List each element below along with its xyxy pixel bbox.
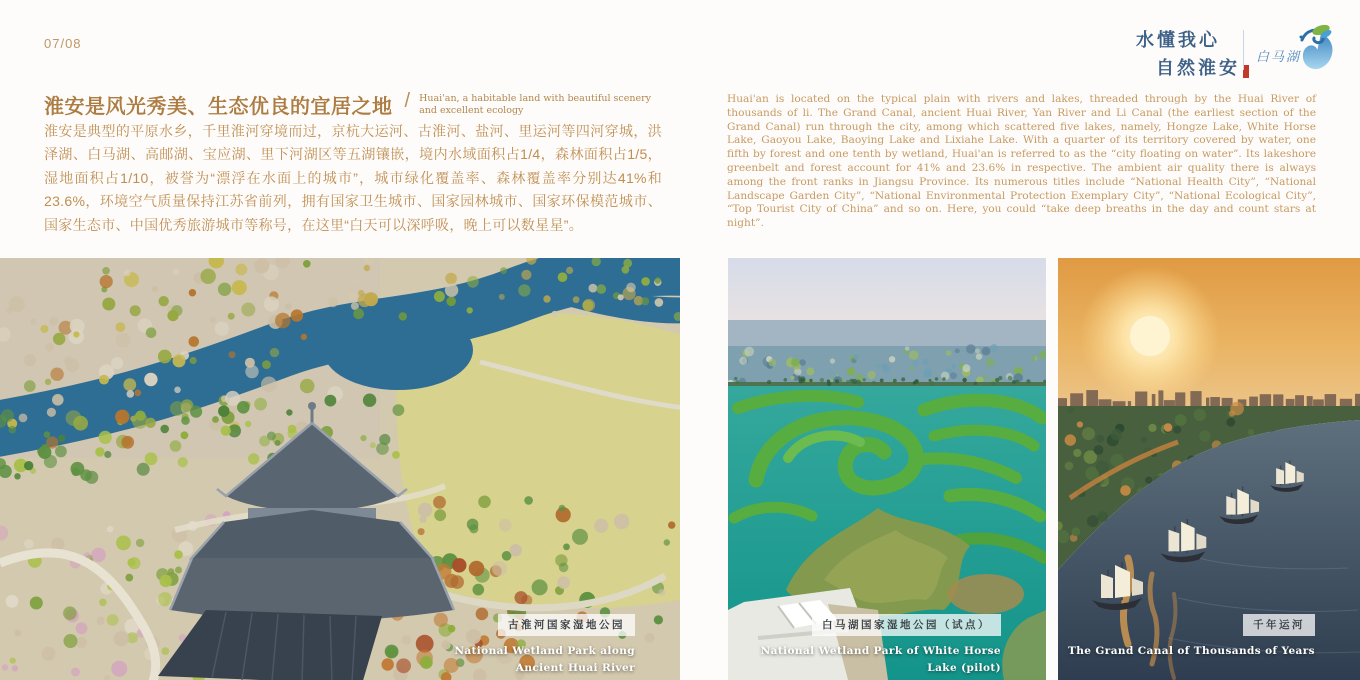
swan-waterdrop-logo-icon bbox=[1288, 20, 1340, 76]
caption-photo-2 bbox=[728, 614, 1001, 677]
photo-ancient-huai-river-park bbox=[0, 258, 680, 680]
caption-badge-zh: 古淮河国家湿地公园 bbox=[498, 614, 635, 636]
paragraph-chinese: 淮安是典型的平原水乡，千里淮河穿境而过，京杭大运河、古淮河、盐河、里运河等四河穿城，洪泽湖、白马湖、高邮湖、宝应湖、里下河湖区等五湖镶嵌，境内水域面积占1/4，森林面积占1/5，湿地面积占1/10，被誉为“漂浮在水面上的城市”，城市绿化覆盖率、森林覆盖率分别达41%和23.6%，环境空气质量保持江苏省前列，拥有国家卫生城市、国家园林城市、国家环保模范城市、国家生态市、中国优秀旅游城市等称号，在这里“白天可以深呼吸，晚上可以数星星”。 bbox=[44, 123, 662, 233]
caption-en-line1: National Wetland Park of White Horse Lake (pilot) bbox=[760, 645, 1001, 674]
slogan-line-1: 水懂我心 bbox=[1136, 30, 1220, 51]
paragraph-english: Huai'an is located on the typical plain with rivers and lakes, threaded through by the Huai River of thousands of li. The Grand Canal, ancient Huai River, Yan River and Li Canal (the earliest section of the Grand Canal) run through the city, among which scattered five lakes, namely, Hongze Lake, White Horse Lake, Gaoyou Lake, Baoying Lake and Lixiahe Lake. With a quarter of its territory covered by water, one fifth by forest and one tenth by wetland, Huai'an is referred to as the “city floating on water”. Its lakeshore greenbelt and forest account for 41% and 23.6% in respective. The ambient air quality there is always among the front ranks in Jiangsu Province. Its numerous titles include “National Health City”, “National Landscape Garden City”, “National Environmental Protection Exemplary City”, “National Ecological City”, “Top Tourist City of China” and so on. Here, you could “take deep breaths in the day and count stars at night”. bbox=[727, 93, 1316, 230]
caption-badge-zh: 千年运河 bbox=[1243, 614, 1315, 636]
brand-slogan bbox=[1136, 26, 1249, 80]
heading-en-subtitle bbox=[419, 90, 651, 116]
caption-photo-3 bbox=[1068, 614, 1315, 660]
caption-en-line1: National Wetland Park along bbox=[454, 645, 635, 657]
heading-zh: 淮安是风光秀美、生态优良的宜居之地 bbox=[44, 96, 393, 118]
photo-grand-canal-sunset bbox=[1058, 258, 1360, 680]
caption-photo-1 bbox=[454, 614, 635, 677]
slogan-line-2: 自然淮安 bbox=[1156, 58, 1240, 79]
heading-divider-slash: / bbox=[404, 90, 411, 112]
heading-en-line1: Huai'an, a habitable land with beautiful scenery bbox=[419, 93, 651, 104]
caption-en-line2: Ancient Huai River bbox=[515, 662, 635, 674]
caption-en-line1: The Grand Canal of Thousands of Years bbox=[1068, 645, 1315, 657]
section-heading bbox=[44, 90, 664, 119]
brand-divider bbox=[1243, 30, 1244, 70]
lake-name-script: 白马湖 bbox=[1256, 50, 1302, 65]
caption-badge-zh: 白马湖国家湿地公园（试点） bbox=[812, 614, 1001, 636]
photo-white-horse-lake-wetland bbox=[728, 258, 1046, 680]
heading-en-line2: and excellent ecology bbox=[419, 104, 524, 116]
page-number: 07/08 bbox=[44, 36, 82, 51]
